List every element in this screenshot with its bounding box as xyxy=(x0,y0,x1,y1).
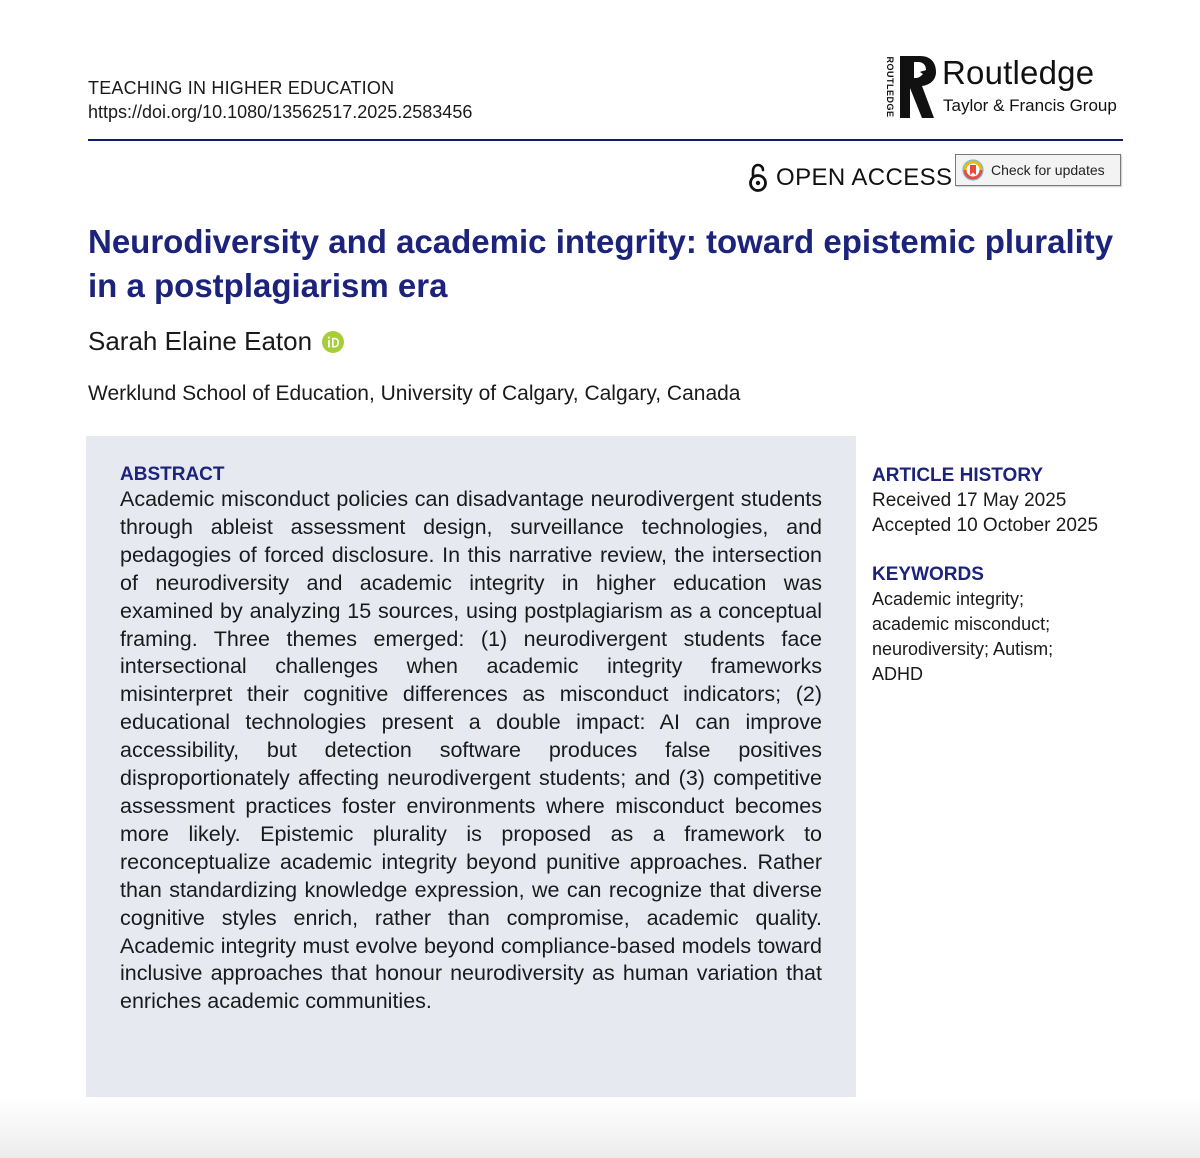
publisher-group: Taylor & Francis Group xyxy=(943,96,1117,115)
publisher-vertical-text xyxy=(882,56,896,120)
open-lock-icon xyxy=(748,163,768,193)
open-access-label: OPEN ACCESS xyxy=(776,164,953,191)
keywords-list: Academic integrity; academic misconduct; neurodiversity; Autism; ADHD xyxy=(872,589,1054,684)
crossmark-icon xyxy=(962,159,984,181)
doi-link[interactable]: https://doi.org/10.1080/13562517.2025.2583456 xyxy=(88,102,473,122)
journal-name: TEACHING IN HIGHER EDUCATION xyxy=(88,78,395,98)
received-date: Received 17 May 2025 xyxy=(872,490,1067,511)
header-divider xyxy=(88,139,1123,141)
publisher-logo xyxy=(880,52,1125,122)
open-access-badge xyxy=(748,162,952,194)
author-line xyxy=(88,326,344,357)
author-affiliation: Werklund School of Education, University of Calgary, Calgary, Canada xyxy=(88,382,741,405)
keywords-heading: KEYWORDS xyxy=(872,564,984,585)
page-bottom-shadow xyxy=(0,1098,1200,1158)
keywords-section xyxy=(872,563,1172,687)
accepted-date: Accepted 10 October 2025 xyxy=(872,515,1099,536)
check-for-updates-button[interactable] xyxy=(955,154,1121,186)
check-for-updates-label: Check for updates xyxy=(991,162,1105,178)
routledge-profile-logo-icon xyxy=(896,54,938,120)
article-title: Neurodiversity and academic integrity: toward epistemic plurality in a postplagiarism era xyxy=(88,223,1114,304)
orcid-icon[interactable] xyxy=(322,331,344,353)
publisher-vertical-label: ROUTLEDGE xyxy=(885,56,895,118)
article-history-heading: ARTICLE HISTORY xyxy=(872,465,1044,486)
abstract-text: Academic misconduct policies can disadvantage neurodivergent students through ableist assessment design, surveillance technologies, and pedagogies of forced disclosure. In this narrative review, the intersection of neurodiversity and academic integrity in higher education was examined by analyzing 15 sources, using postplagiarism as a conceptual framing. Three themes emerged: (1) neurodivergent students face intersectional challenges when academic integrity frameworks misinterpret their cognitive differences as misconduct indicators; (2) educational technologies present a double impact: AI can improve accessibility, but detection software produces false positives disproportionately affecting neurodivergent students; and (3) competitive assessment practices foster environments where misconduct becomes more likely. Epistemic plurality is proposed as a framework to reconceptualize academic integrity beyond punitive approaches. Rather than standardizing knowledge expression, we can recognize that diverse cognitive styles enrich, rather than compromise, academic quality. Academic integrity must evolve beyond compliance-based models toward inclusive approaches that honour neurodiversity as human variation that enriches academic communities. xyxy=(120,487,822,1014)
publisher-name: Routledge xyxy=(942,54,1095,91)
abstract-heading: ABSTRACT xyxy=(120,464,225,485)
article-history-section xyxy=(872,464,1172,538)
author-name[interactable]: Sarah Elaine Eaton xyxy=(88,326,313,356)
